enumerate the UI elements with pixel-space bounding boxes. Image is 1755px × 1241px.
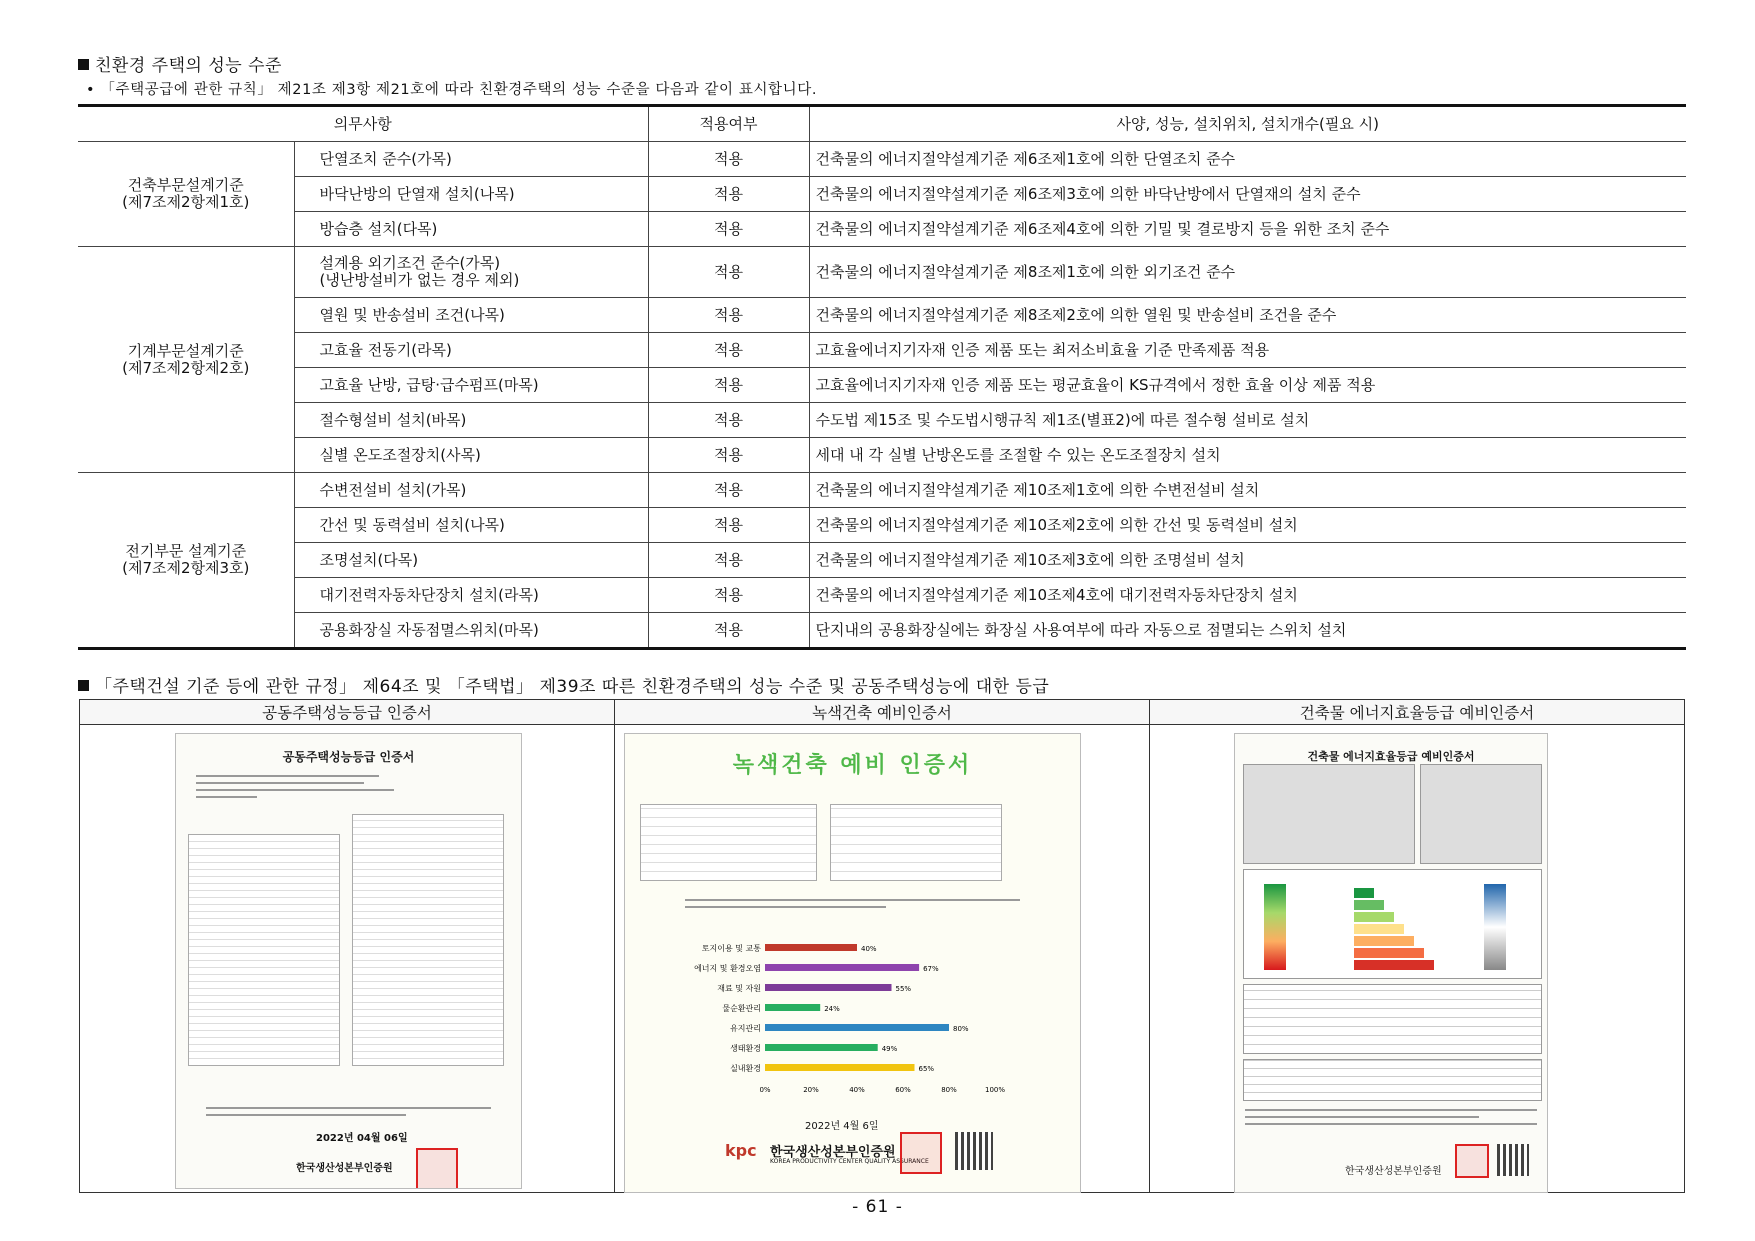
green-cert-image bbox=[624, 733, 1081, 1193]
bar-category-label: 생태환경 bbox=[730, 1044, 761, 1053]
col-header-obligation: 의무사항 bbox=[78, 106, 648, 142]
applied-cell: 적용 bbox=[648, 473, 809, 508]
grade-bar bbox=[1354, 900, 1384, 910]
table-row bbox=[78, 473, 1686, 508]
category-cell bbox=[78, 247, 294, 473]
section-title-eco-performance bbox=[78, 51, 282, 76]
table-row bbox=[78, 177, 1686, 212]
category-sub: (제7조제2항제2호) bbox=[122, 358, 250, 377]
item-cell: 공용화장실 자동점멸스위치(마목) bbox=[294, 613, 648, 649]
cert-header-green: 녹색건축 예비인증서 bbox=[615, 700, 1150, 725]
seal-stamp-icon bbox=[1455, 1144, 1489, 1178]
grade-bar bbox=[1354, 888, 1374, 898]
bar-value-label: 65% bbox=[918, 1065, 935, 1073]
bar-value-label: 49% bbox=[881, 1045, 898, 1053]
bar-mark bbox=[765, 1024, 949, 1031]
bar-mark bbox=[765, 964, 919, 971]
category-cell bbox=[78, 473, 294, 649]
applied-cell: 적용 bbox=[648, 333, 809, 368]
section-note: • 「주택공급에 관한 규칙」 제21조 제3항 제21호에 따라 친환경주택의 성능 수준을 다음과 같이 표시합니다. bbox=[86, 82, 818, 98]
qr-code-icon bbox=[1497, 1144, 1529, 1176]
applied-cell: 적용 bbox=[648, 578, 809, 613]
co2-gradient-bar bbox=[1484, 884, 1506, 970]
grade-bar bbox=[1354, 924, 1404, 934]
housing-cert-text-lines bbox=[196, 775, 501, 798]
grade-table-right bbox=[352, 814, 504, 1066]
housing-cert-date: 2022년 04월 06일 bbox=[316, 1133, 408, 1144]
bar-value-label: 80% bbox=[953, 1025, 969, 1033]
cert-housing-cell bbox=[80, 725, 615, 1193]
qr-code-icon bbox=[955, 1132, 993, 1170]
spec-cell: 건축물의 에너지절약설계기준 제10조제4호에 대기전력자동차단장치 설치 bbox=[809, 578, 1686, 613]
cert-header-housing: 공동주택성능등급 인증서 bbox=[80, 700, 615, 725]
table-row bbox=[78, 508, 1686, 543]
spec-cell: 고효율에너지기자재 인증 제품 또는 최저소비효율 기준 만족제품 적용 bbox=[809, 333, 1686, 368]
housing-cert-issuer: 한국생산성본부인증원 bbox=[296, 1163, 393, 1174]
item-cell: 단열조치 준수(가목) bbox=[294, 142, 648, 177]
category-name: 전기부문 설계기준 bbox=[125, 542, 247, 560]
table-row bbox=[78, 438, 1686, 473]
bar-value-label: 67% bbox=[923, 965, 939, 973]
cert-energy-cell bbox=[1150, 725, 1685, 1193]
grade-bar bbox=[1354, 948, 1424, 958]
bar-mark bbox=[765, 944, 857, 951]
item-cell: 바닥난방의 단열재 설치(나목) bbox=[294, 177, 648, 212]
table-row bbox=[78, 543, 1686, 578]
item-cell: 고효율 난방, 급탕·급수펌프(마목) bbox=[294, 368, 648, 403]
category-name: 건축부문설계기준 bbox=[127, 176, 244, 194]
grade-bar bbox=[1354, 936, 1414, 946]
spec-cell: 고효율에너지기자재 인증 제품 또는 평균효율이 KS규격에서 정한 효율 이상 제품 적용 bbox=[809, 368, 1686, 403]
spec-cell: 건축물의 에너지절약설계기준 제10조제2호에 의한 간선 및 동력설비 설치 bbox=[809, 508, 1686, 543]
item-cell: 수변전설비 설치(가목) bbox=[294, 473, 648, 508]
category-name: 기계부문설계기준 bbox=[127, 341, 244, 360]
kpc-logo: kpc bbox=[725, 1141, 757, 1160]
applied-cell: 적용 bbox=[648, 508, 809, 543]
spec-cell: 세대 내 각 실별 난방온도를 조절할 수 있는 온도조절장치 설치 bbox=[809, 438, 1686, 473]
item-cell bbox=[294, 247, 648, 298]
axis-tick-label: 40% bbox=[849, 1086, 865, 1094]
energy-info-table bbox=[1243, 764, 1415, 864]
bar-value-label: 55% bbox=[895, 985, 912, 993]
grade-table-left bbox=[188, 834, 340, 1066]
applied-cell: 적용 bbox=[648, 613, 809, 649]
col-header-spec: 사양, 성능, 설치위치, 설치개수(필요 시) bbox=[809, 106, 1686, 142]
table-row bbox=[78, 298, 1686, 333]
item-cell: 고효율 전동기(라목) bbox=[294, 333, 648, 368]
applied-cell: 적용 bbox=[648, 438, 809, 473]
axis-tick-label: 20% bbox=[803, 1086, 819, 1094]
spec-cell: 건축물의 에너지절약설계기준 제6조제4호에 의한 기밀 및 결로방지 등을 위한 조치 준수 bbox=[809, 212, 1686, 247]
section-title-text: 친환경 주택의 성능 수준 bbox=[95, 56, 282, 76]
green-cert-issuer: 한국생산성본부인증원 bbox=[770, 1145, 896, 1160]
applied-cell: 적용 bbox=[648, 177, 809, 212]
energy-cert-text-lines bbox=[1245, 1104, 1537, 1130]
section-title-grades bbox=[78, 672, 1049, 697]
energy-usage-table bbox=[1243, 984, 1542, 1054]
bar-category-label: 물순환관리 bbox=[722, 1004, 761, 1013]
energy-gradient-bar bbox=[1264, 884, 1286, 970]
housing-cert-image bbox=[175, 733, 522, 1189]
housing-cert-title: 공동주택성능등급 인증서 bbox=[282, 750, 415, 764]
axis-tick-label: 100% bbox=[984, 1086, 1006, 1094]
spec-cell: 단지내의 공용화장실에는 화장실 사용여부에 따라 자동으로 점멸되는 스위치 설치 bbox=[809, 613, 1686, 649]
certificates-table bbox=[79, 699, 1685, 1193]
item-cell: 조명설치(다목) bbox=[294, 543, 648, 578]
green-cert-title: 녹색건축 예비 인증서 bbox=[732, 753, 973, 778]
item-cell: 대기전력자동차단장치 설치(라목) bbox=[294, 578, 648, 613]
axis-tick-label: 0% bbox=[759, 1086, 771, 1094]
square-bullet-icon bbox=[78, 59, 89, 70]
energy-cert-image bbox=[1234, 733, 1548, 1193]
energy-notes-table bbox=[1243, 1059, 1542, 1101]
green-info-table-left bbox=[640, 804, 817, 881]
spec-cell: 건축물의 에너지절약설계기준 제8조제2호에 의한 열원 및 반송설비 조건을 준수 bbox=[809, 298, 1686, 333]
table-row bbox=[78, 142, 1686, 177]
item-text: 설계용 외기조건 준수(가목) bbox=[319, 254, 501, 272]
table-row bbox=[78, 578, 1686, 613]
table-row bbox=[78, 403, 1686, 438]
performance-table bbox=[78, 104, 1686, 650]
green-cert-text-lines bbox=[685, 894, 1020, 913]
page-number: - 61 - bbox=[852, 1197, 903, 1217]
spec-cell: 건축물의 에너지절약설계기준 제6조제1호에 의한 단열조치 준수 bbox=[809, 142, 1686, 177]
green-category-bar-chart bbox=[685, 934, 1015, 1109]
spec-cell: 건축물의 에너지절약설계기준 제6조제3호에 의한 바닥난방에서 단열재의 설치 준수 bbox=[809, 177, 1686, 212]
seal-stamp-icon bbox=[900, 1132, 942, 1174]
table-row bbox=[78, 333, 1686, 368]
spec-cell: 건축물의 에너지절약설계기준 제10조제1호에 의한 수변전설비 설치 bbox=[809, 473, 1686, 508]
spec-cell: 수도법 제15조 및 수도법시행규칙 제1조(별표2)에 따른 절수형 설비로 설치 bbox=[809, 403, 1686, 438]
bar-mark bbox=[765, 1044, 878, 1051]
spec-cell: 건축물의 에너지절약설계기준 제8조제1호에 의한 외기조건 준수 bbox=[809, 247, 1686, 298]
housing-cert-footer-lines bbox=[206, 1102, 491, 1121]
bar-category-label: 재료 및 자원 bbox=[717, 984, 761, 993]
section-note-text: 「주택공급에 관한 규칙」 제21조 제3항 제21호에 따라 친환경주택의 성능 수준을 다음과 같이 표시합니다. bbox=[100, 82, 818, 98]
axis-tick-label: 80% bbox=[941, 1086, 957, 1094]
item-text-sub: (냉난방설비가 없는 경우 제외) bbox=[319, 271, 520, 289]
square-bullet-icon bbox=[78, 680, 89, 691]
applied-cell: 적용 bbox=[648, 247, 809, 298]
section-title-text: 「주택건설 기준 등에 관한 규정」 제64조 및 「주택법」 제39조 따른 친환경주택의 성능 수준 및 공동주택성능에 대한 등급 bbox=[95, 677, 1050, 697]
grade-bar bbox=[1354, 960, 1434, 970]
item-cell: 열원 및 반송설비 조건(나목) bbox=[294, 298, 648, 333]
col-header-applied: 적용여부 bbox=[648, 106, 809, 142]
bar-category-label: 유지관리 bbox=[730, 1024, 761, 1033]
item-cell: 방습층 설치(다목) bbox=[294, 212, 648, 247]
applied-cell: 적용 bbox=[648, 403, 809, 438]
category-cell bbox=[78, 142, 294, 247]
applied-cell: 적용 bbox=[648, 298, 809, 333]
bar-category-label: 실내환경 bbox=[730, 1064, 761, 1073]
energy-cert-issuer: 한국생산성본부인증원 bbox=[1345, 1166, 1442, 1177]
energy-cert-title: 건축물 에너지효율등급 예비인증서 bbox=[1307, 750, 1475, 763]
bar-mark bbox=[765, 984, 892, 991]
applied-cell: 적용 bbox=[648, 368, 809, 403]
cert-green-cell bbox=[615, 725, 1150, 1193]
green-cert-date: 2022년 4월 6일 bbox=[805, 1121, 879, 1132]
applied-cell: 적용 bbox=[648, 543, 809, 578]
bar-mark bbox=[765, 1064, 915, 1071]
bar-category-label: 토지이용 및 교통 bbox=[701, 944, 761, 953]
seal-stamp-icon bbox=[416, 1148, 458, 1189]
applied-cell: 적용 bbox=[648, 142, 809, 177]
energy-info-table-right bbox=[1420, 764, 1542, 864]
table-header-row bbox=[78, 106, 1686, 142]
applied-cell: 적용 bbox=[648, 212, 809, 247]
bar-mark bbox=[765, 1004, 820, 1011]
category-sub: (제7조제2항제1호) bbox=[122, 193, 250, 211]
item-cell: 간선 및 동력설비 설치(나목) bbox=[294, 508, 648, 543]
grade-bar bbox=[1354, 912, 1394, 922]
category-sub: (제7조제2항제3호) bbox=[122, 559, 250, 577]
green-cert-issuer-en: KOREA PRODUCTIVITY CENTER QUALITY ASSURANCE bbox=[770, 1158, 929, 1165]
cert-header-energy: 건축물 에너지효율등급 예비인증서 bbox=[1150, 700, 1685, 725]
bar-category-label: 에너지 및 환경오염 bbox=[694, 964, 761, 973]
table-row bbox=[78, 212, 1686, 247]
green-info-table-right bbox=[830, 804, 1002, 881]
table-row bbox=[78, 368, 1686, 403]
bar-value-label: 24% bbox=[824, 1005, 840, 1013]
table-row bbox=[78, 613, 1686, 649]
item-cell: 실별 온도조절장치(사목) bbox=[294, 438, 648, 473]
table-row bbox=[78, 247, 1686, 298]
axis-tick-label: 60% bbox=[895, 1086, 911, 1094]
item-cell: 절수형설비 설치(바목) bbox=[294, 403, 648, 438]
spec-cell: 건축물의 에너지절약설계기준 제10조제3호에 의한 조명설비 설치 bbox=[809, 543, 1686, 578]
energy-grade-chart bbox=[1243, 869, 1542, 979]
bar-value-label: 40% bbox=[861, 945, 877, 953]
